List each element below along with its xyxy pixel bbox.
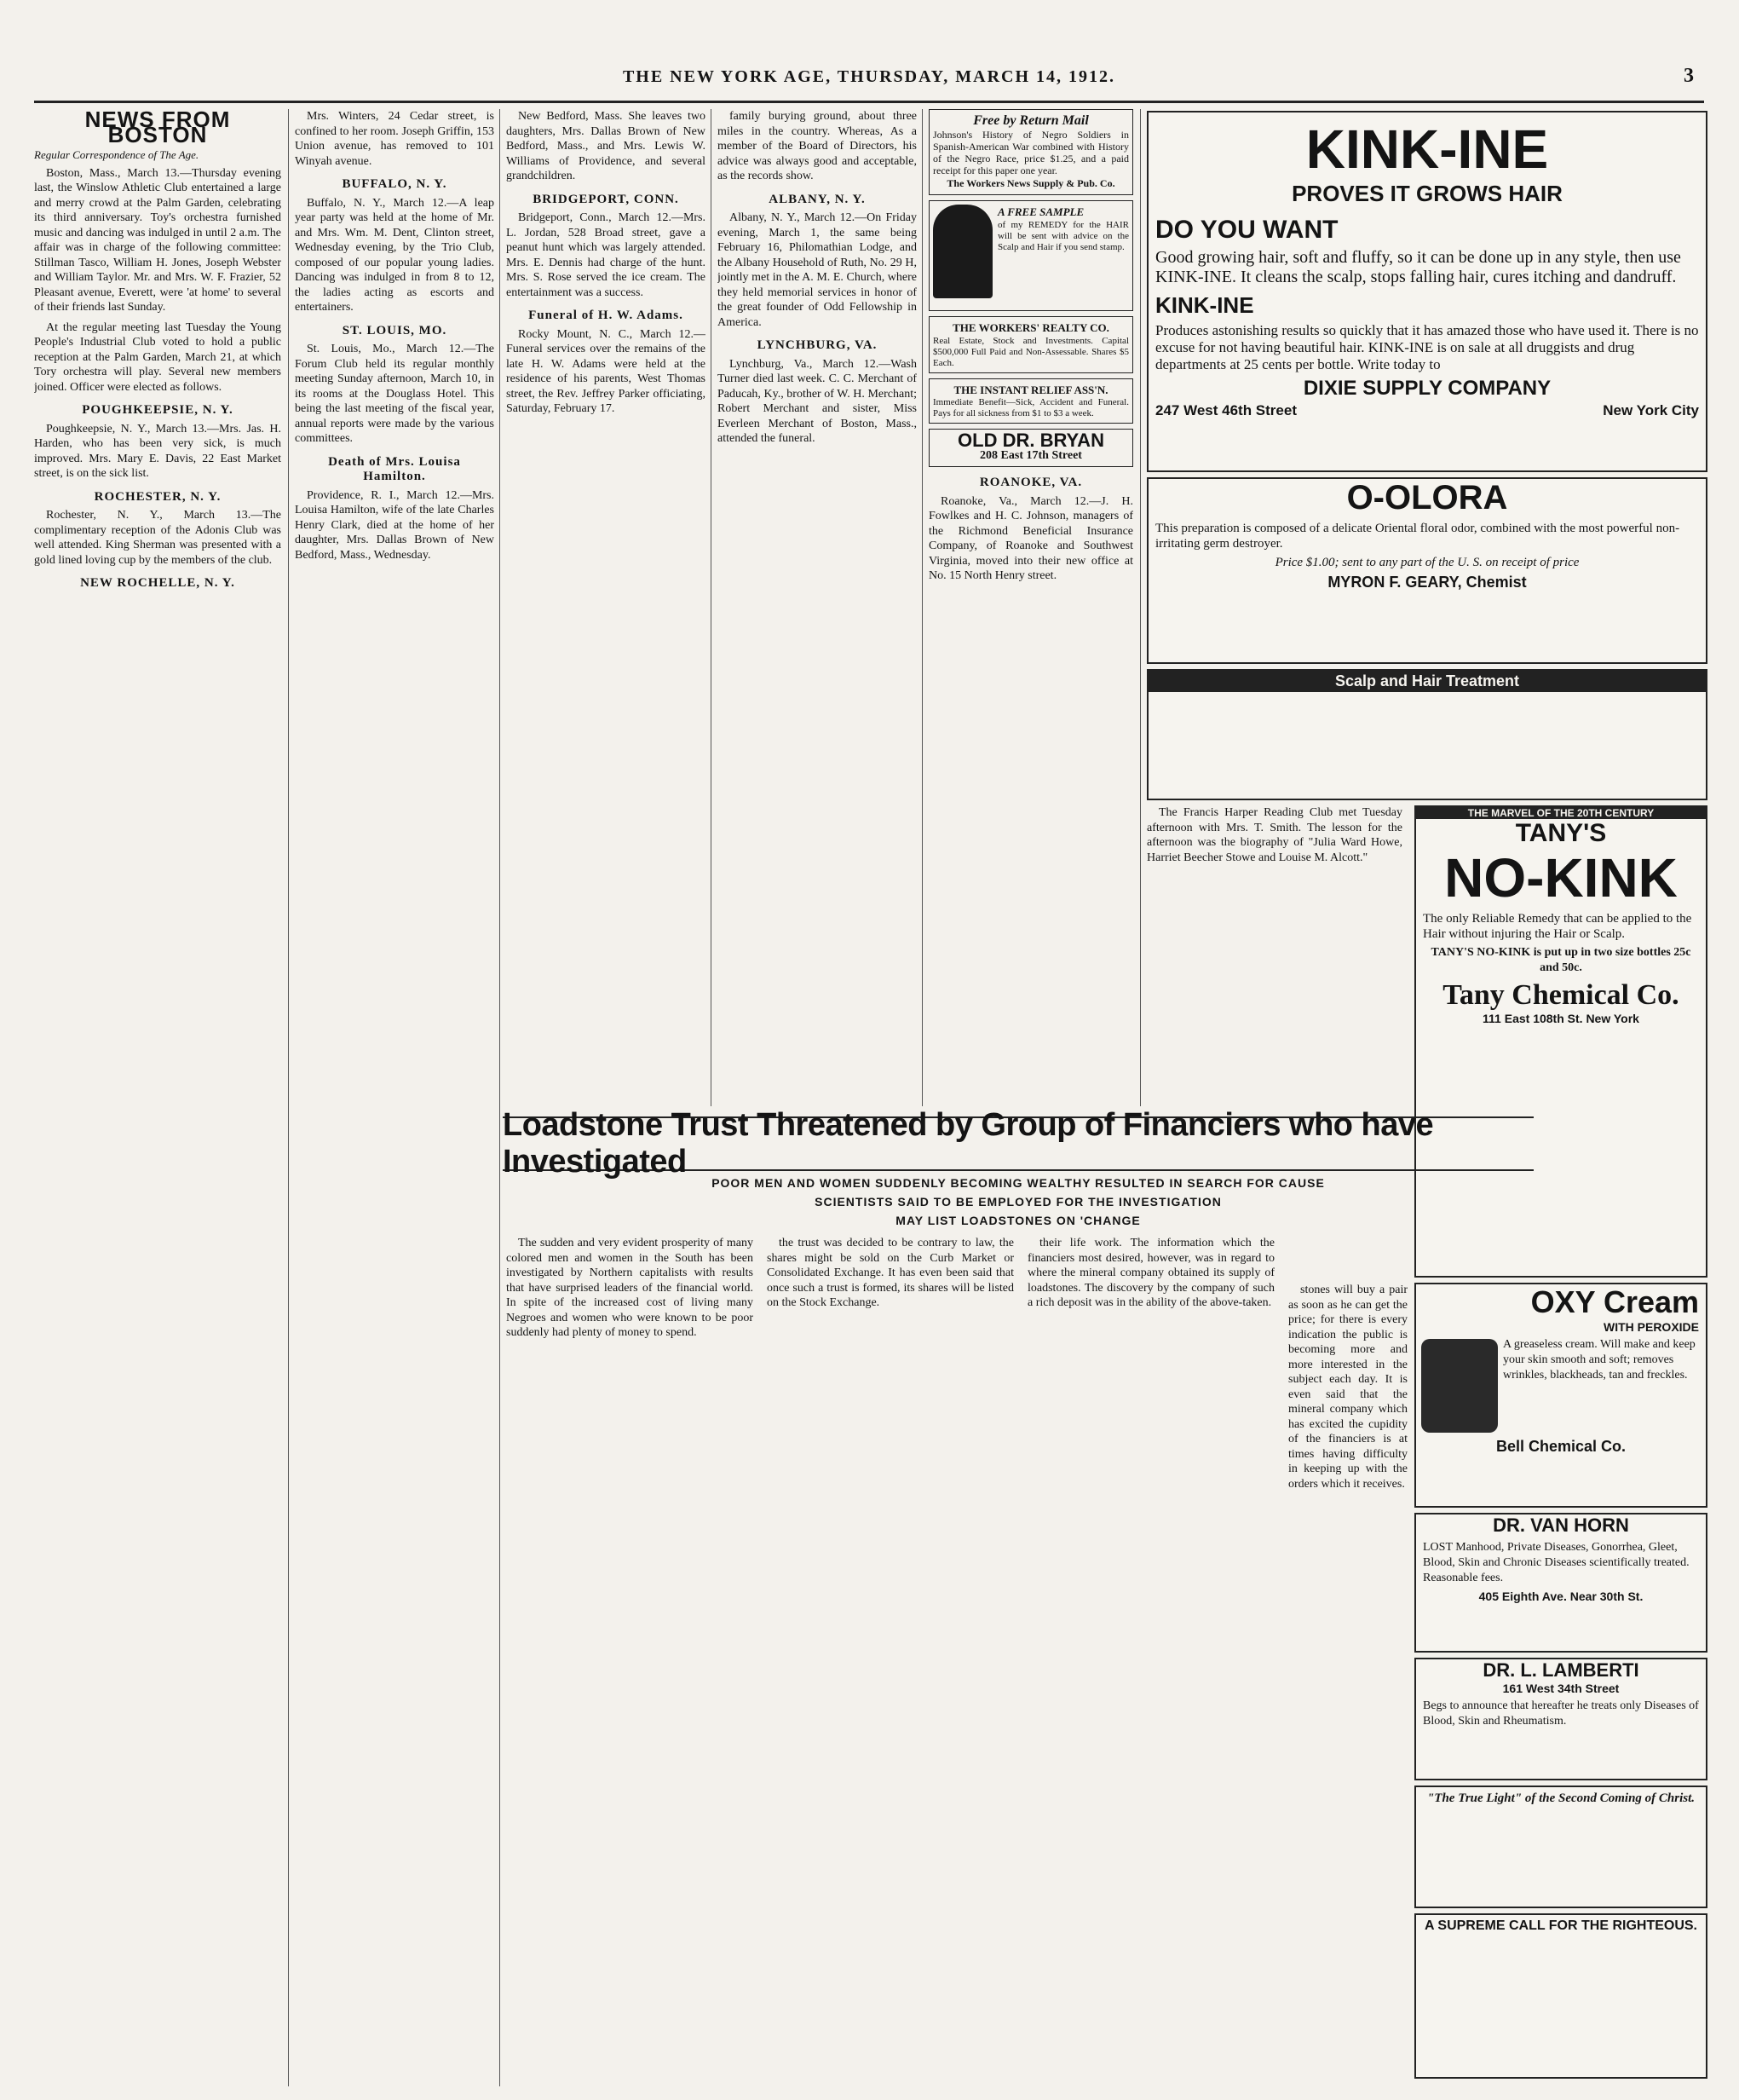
rochester-paragraph: Rochester, N. Y., March 13.—The complimentary reception of the Adonis Club was well attended. King Sherman was presented with a gold lined loving cup by the members of the club. [34,509,281,567]
ad-footer: The Workers News Supply & Pub. Co. [947,176,1115,189]
dr-bryan-ad [929,429,1133,467]
column-2 [295,109,494,2086]
oolora-maker: MYRON F. GEARY, Chemist [1327,574,1527,591]
column-4 [717,109,917,1106]
dixie-address-row [1155,402,1699,419]
lamberti-address: 161 West 34th Street [1502,1682,1620,1695]
van-horn-address: 405 Eighth Ave. Near 30th St. [1478,1589,1644,1603]
poughkeepsie-heading: POUGHKEEPSIE, N. Y. [82,403,233,417]
van-horn-title: DR. VAN HORN [1493,1514,1629,1536]
ad-title: Free by Return Mail [973,113,1089,128]
column-3 [506,109,705,1106]
albany-paragraph: Albany, N. Y., March 12.—On Friday evening, March 1, the same being February 16, Philomathian Lodge, and the Albany Household of Ruth, No. 29 H, jointly met in the A. M. E. Church, where they held memorial services in honor of the great founder of Odd Fellowship in America. [717,211,917,329]
oolora-text: This preparation is composed of a delicate Oriental floral odor, combined with the most powerful non-irritating germ destroyer. [1155,522,1680,551]
column-5 [929,109,1133,1106]
death-notice-heading: Death of Mrs. Louisa Hamilton. [328,454,461,483]
rochester-heading: ROCHESTER, N. Y. [94,489,222,504]
buffalo-paragraph: Buffalo, N. Y., March 12.—A leap year party was held at the home of Mr. and Mrs. Wm. M. Dent, Clinton street, Wednesday evening, by the Trio Club, composed of our popular young ladies. Dancing was indulged in from 8 to 12, the ladies acting as escorts and entertainers. [295,196,494,314]
kinkine-title-2: KINK-INE [1155,292,1254,318]
bridgeport-paragraph: Bridgeport, Conn., March 12.—Mrs. L. Jordan, 528 Broad street, gave a peanut hunt which was largely attended. Mrs. E. Dennis had charge of the hunt. Mrs. S. Rose served the ice cream. The entertainment was a success. [506,211,705,299]
loadstone-paragraph-4: stones will buy a pair as soon as he can get the price; for there is every indication the public is becoming more and more interested in the subject each day. It is even said that the mineral company which has excited the cupidity of the financiers is at times having difficulty in keeping up with the orders which it receives. [1288,1284,1408,1491]
lamberti-ad [1414,1658,1707,1780]
loadstone-column-4 [1288,1283,1408,2080]
lynchburg-paragraph: Lynchburg, Va., March 12.—Wash Turner died last week. C. C. Merchant of Paducah, Ky., brother of W. H. Merchant; Robert Merchant and sister, Miss Everleen Merchant of Boston, Mass., attended the funeral. [717,357,917,445]
boston-heading: NEWS FROM BOSTON [84,109,231,147]
instant-relief-ad [929,378,1133,424]
kinkine-question: DO YOU WANT [1155,216,1339,244]
oxy-cream-ad [1414,1283,1707,1508]
loadstone-column-1 [506,1236,753,2080]
dixie-address: 247 West 46th Street [1155,402,1297,418]
ad-title: THE WORKERS' REALTY CO. [953,321,1109,334]
loadstone-column-3 [1028,1236,1275,2080]
tany-top: THE MARVEL OF THE 20TH CENTURY [1416,807,1706,819]
oxy-company: Bell Chemical Co. [1495,1438,1627,1455]
loadstone-subhead-3: MAY LIST LOADSTONES ON 'CHANGE [895,1214,1141,1227]
workers-realty-ad [929,316,1133,373]
column-1 [34,109,281,2086]
ad-text: of my REMEDY for the HAIR will be sent with advice on the Scalp and Hair if you send stamp. [998,219,1129,252]
boston-paragraph-1: Boston, Mass., March 13.—Thursday evening last, the Winslow Athletic Club entertained a large and merry crowd at the Palm Garden, celebrating its third anniversary. Toy's orchestra furnished music and dancing was indulged in until 2 a.m. The affair was in charge of the following committee: Stillman Tasco, William H. Jones, Joseph Webster and William Taylor. Mr. and Mrs. W. F. Frazier, 52 Pleasant avenue, Everett, were 'at home' to several of their friends last Sunday. [34,166,281,314]
oxy-text: A greaseless cream. Will make and keep your skin smooth and soft; removes wrinkles, blackheads, tan and freckles. [1503,1338,1696,1382]
page-number: 3 [1684,65,1696,87]
free-by-mail-ad [929,109,1133,195]
van-horn-ad [1414,1513,1707,1653]
tany-company: Tany Chemical Co. [1442,979,1679,1011]
oxy-title: OXY Cream [1530,1284,1699,1319]
col2-paragraph-1: Mrs. Winters, 24 Cedar street, is confined to her room. Joseph Griffin, 153 Union avenue, has removed to 101 Winyah avenue. [295,110,494,168]
correspondence-line: Regular Correspondence of The Age. [34,148,199,161]
loadstone-subhead-1: POOR MEN AND WOMEN SUDDENLY BECOMING WEALTHY RESULTED IN SEARCH FOR CAUSE [711,1176,1325,1190]
loadstone-paragraph-2: the trust was decided to be contrary to law, the shares might be sold on the Curb Market or Consolidated Exchange. It has even been said that once such a trust is formed, its shares will be listed on the Stock Exchange. [767,1237,1014,1309]
column-divider [1140,109,1141,1106]
masthead [34,60,1704,94]
kinkine-ad [1147,111,1707,472]
new-rochelle-heading: NEW ROCHELLE, N. Y. [80,576,235,590]
ad-title: A FREE SAMPLE [998,205,1085,218]
lynchburg-heading: LYNCHBURG, VA. [757,338,878,352]
masthead-rule [34,101,1704,103]
poughkeepsie-paragraph: Poughkeepsie, N. Y., March 13.—Mrs. Jas. H. Harden, who has been very sick, is much improved. Mrs. Mary E. Davis, 22 East Market street, is on the sick list. [34,422,281,480]
oolora-price: Price $1.00; sent to any part of the U. S. on receipt of price [1275,556,1580,569]
ad-title: THE INSTANT RELIEF ASS'N. [953,383,1108,396]
oolora-title: O-OLORA [1346,479,1508,516]
oxy-subtitle: WITH PEROXIDE [1603,1320,1699,1334]
roanoke-paragraph: Roanoke, Va., March 12.—J. H. Fowlkes and H. C. Johnson, managers of the Richmond Beneficial Insurance Company, of Roanoke and Southwest Virginia, moved into their new office at No. 15 North Henry street. [929,494,1133,582]
dixie-supply-name: DIXIE SUPPLY COMPANY [1303,377,1552,400]
tany-name: TANY'S [1515,819,1607,847]
supreme-call-ad [1414,1913,1707,2079]
st-louis-heading: ST. LOUIS, MO. [342,323,447,338]
albany-heading: ALBANY, N. Y. [769,192,866,206]
ad-text: Immediate Benefit—Sick, Accident and Funeral. Pays for all sickness from $1 to $3 a week. [933,397,1129,418]
scalp-title: Scalp and Hair Treatment [1149,671,1706,692]
ad-title: OLD DR. BRYAN [958,430,1104,451]
tany-big-title: NO-KINK [1444,847,1678,909]
loadstone-column-2 [767,1236,1014,2080]
adams-funeral-paragraph: Rocky Mount, N. C., March 12.—Funeral services over the remains of the late H. W. Adams were held at the residence of his parents, West Thomas street, the Rev. Jeffrey Parker officiating, Saturday, February 17. [506,327,705,415]
kinkine-subtitle: PROVES IT GROWS HAIR [1292,181,1563,206]
col4-paragraph-1: family burying ground, about three miles in the country. Whereas, As a member of the Board of Directors, his advice was always good and acceptable, as the records show. [717,110,917,182]
death-notice-paragraph: Providence, R. I., March 12.—Mrs. Louisa Hamilton, wife of the late Charles Henry Clark, died at the home of her daughter, Mrs. Dallas Brown of New Bedford, Mass., Wednesday. [295,488,494,562]
true-light-title: "The True Light" of the Second Coming of Christ. [1426,1791,1696,1805]
masthead-title: THE NEW YORK AGE, THURSDAY, MARCH 14, 1912. [622,66,1116,86]
loadstone-headline: Loadstone Trust Threatened by Group of Financiers who have Investigated [503,1116,1534,1171]
bridgeport-heading: BRIDGEPORT, CONN. [533,192,679,206]
buffalo-heading: BUFFALO, N. Y. [342,177,447,191]
dixie-city: New York City [1603,402,1699,418]
column-divider [922,109,923,1106]
van-horn-text: LOST Manhood, Private Diseases, Gonorrhea, Gleet, Blood, Skin and Chronic Diseases scientifically treated. Reasonable fees. [1423,1541,1690,1584]
tany-address: 111 East 108th St. New York [1483,1012,1639,1025]
loadstone-paragraph-3: their life work. The information which the financiers most desired, however, was in regard to where the mineral company obtained its supply of loadstones. The discovery by the company of such a rich deposit was in the ability of the above-taken. [1028,1237,1275,1309]
free-sample-ad [929,200,1133,311]
lamberti-text: Begs to announce that hereafter he treats only Diseases of Blood, Skin and Rheumatism. [1423,1699,1699,1728]
ad-subtitle: 208 East 17th Street [980,448,1082,462]
kinkine-text-2: Produces astonishing results so quickly that it has amazed those who have used it. There is no excuse for not having beautiful hair. KINK-INE is on sale at all druggists and drug departments at 25 cents per bottle. Write today to [1155,322,1699,372]
loadstone-subhead-2: SCIENTISTS SAID TO BE EMPLOYED FOR THE INVESTIGATION [815,1195,1222,1209]
boston-paragraph-2: At the regular meeting last Tuesday the Young People's Industrial Club voted to hold a public reception at the Palm Garden, March 21, at which Tory orchestra will play. Several new members joined. Officer were elected as follows. [34,320,281,394]
oolora-ad [1147,477,1707,664]
ad-text: Real Estate, Stock and Investments. Capital $500,000 Full Paid and Non-Assessable. Shares $5 Each. [933,335,1129,368]
kinkine-title: KINK-INE [1305,118,1549,180]
roanoke-heading: ROANOKE, VA. [979,476,1083,489]
col3-paragraph-1: New Bedford, Mass. She leaves two daughters, Mrs. Dallas Brown of New Bedford, Mass., and Mrs. Lewis W. Williams of Providence, and several grandchildren. [506,110,705,182]
column-divider [288,109,289,2086]
lamberti-title: DR. L. LAMBERTI [1483,1659,1639,1681]
loadstone-paragraph-1: The sudden and very evident prosperity of many colored men and women in the South has been investigated by Northern capitalists with results that have surprised leaders of the financial world. In spite of the increased cost of living many Negroes and women who were known to be poor suddenly had plenty of money to spend. [506,1237,753,1339]
column-divider [499,109,500,2086]
reading-club-paragraph: The Francis Harper Reading Club met Tuesday afternoon with Mrs. T. Smith. The lesson for the afternoon was the biography of "Julia Ward Howe, Harriet Beecher Stowe and Louise M. Alcott." [1147,806,1402,864]
tany-price: TANY'S NO-KINK is put up in two size bottles 25c and 50c. [1431,946,1691,974]
true-light-ad [1414,1786,1707,1908]
kinkine-text: Good growing hair, soft and fluffy, so it can be done up in any style, then use KINK-INE. It cleans the scalp, stops falling hair, cures itching and dandruff. [1155,248,1681,286]
tany-text: The only Reliable Remedy that can be applied to the Hair without injuring the Hair or Scalp. [1423,912,1692,941]
st-louis-paragraph: St. Louis, Mo., March 12.—The Forum Club held its regular monthly meeting Sunday afternoon, March 10, in its rooms at the Douglass Hotel. This being the last meeting of the fiscal year, annual reports were made by the various committees. [295,343,494,445]
ad-text: Johnson's History of Negro Soldiers in Spanish-American War combined with History of the Negro Race, price $1.25, and a paid receipt for this paper one year. [933,128,1129,176]
adams-funeral-heading: Funeral of H. W. Adams. [528,309,683,322]
reading-club-column [1147,805,1402,1112]
supreme-call-title: A SUPREME CALL FOR THE RIGHTEOUS. [1424,1918,1697,1933]
portrait-illustration [933,205,993,298]
oxy-jar-illustration [1421,1339,1498,1433]
scalp-treatment-ad [1147,669,1707,800]
